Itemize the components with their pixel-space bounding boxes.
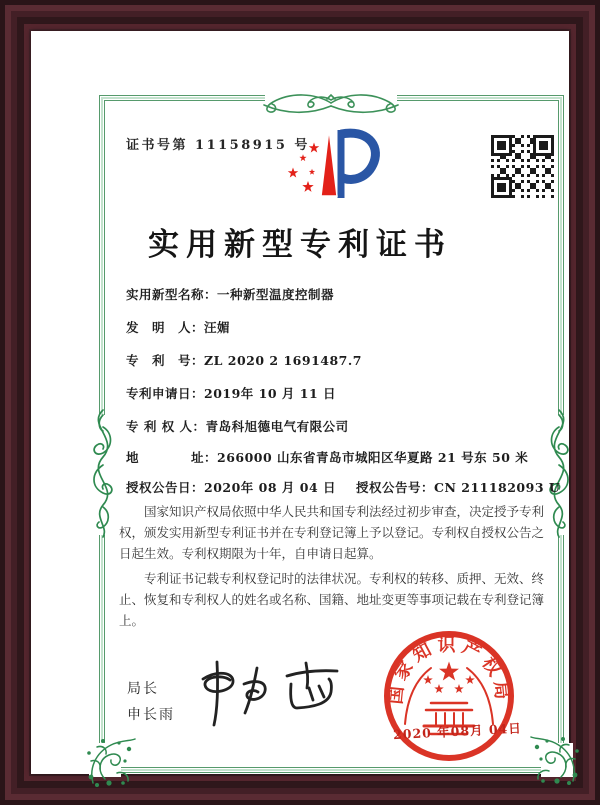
signer-title: 局长 — [127, 681, 159, 697]
field-value: 2019年 10 月 11 日 — [204, 386, 337, 401]
signer-name: 申长雨 — [127, 707, 175, 723]
field-value: 2020年 08 月 04 日 — [204, 480, 337, 495]
certificate-number: 证书号第 11158915 号 — [126, 138, 310, 153]
field-label: 授权公告日： — [126, 480, 205, 495]
field-value: 汪媚 — [204, 320, 231, 335]
field-label: 实用新型名称： — [126, 287, 218, 302]
field-inventor — [126, 318, 230, 336]
field-address — [126, 448, 528, 466]
field-grant-date — [126, 478, 336, 496]
field-value: 一种新型温度控制器 — [217, 287, 335, 302]
field-patentee — [126, 417, 349, 435]
field-label: 授权公告号： — [356, 480, 435, 495]
field-patent-number — [126, 351, 362, 369]
field-label: 发 明 人： — [126, 320, 205, 335]
top-flourish-icon — [261, 85, 401, 123]
national-ip-office-seal-icon — [381, 628, 523, 768]
page-title: 实用新型专利证书 — [148, 227, 452, 263]
legal-paragraph-1: 国家知识产权局依照中华人民共和国专利法经过初步审查，决定授予专利权，颁发实用新型专利证书并在专利登记簿上予以登记。专利权自授权公告之日起生效。专利权期限为十年，自申请日起算。 — [119, 504, 545, 561]
field-value: 青岛科旭德电气有限公司 — [205, 419, 349, 434]
field-label: 专 利 权 人： — [126, 419, 206, 434]
certificate-paper — [31, 31, 569, 774]
seal-text: 国家知识产权局 — [385, 634, 513, 706]
cnipa-patent-logo-icon — [283, 125, 383, 205]
handwritten-signature-icon — [189, 657, 357, 731]
field-label: 地 址： — [126, 450, 218, 465]
field-filing-date — [126, 384, 336, 402]
field-label: 专 利 号： — [126, 353, 205, 368]
legal-text — [119, 501, 545, 635]
signer-block — [127, 676, 175, 728]
seal-date: 2020 年08月 04日 — [392, 720, 523, 743]
field-value: 266000 山东省青岛市城阳区华夏路 21 号东 50 米 — [217, 450, 529, 465]
qr-code — [491, 135, 554, 198]
field-value: ZL 2020 2 1691487.7 — [204, 353, 362, 368]
field-label: 专利申请日： — [126, 386, 205, 401]
legal-paragraph-2: 专利证书记载专利权登记时的法律状况。专利权的转移、质押、无效、终止、恢复和专利权人的姓名或名称、国籍、地址变更等事项记载在专利登记簿上。 — [119, 571, 545, 628]
field-grant-number — [356, 478, 560, 496]
field-utility-model-name — [126, 285, 334, 303]
field-value: CN 211182093 U — [434, 480, 561, 495]
bottom-left-floral-icon — [83, 733, 139, 793]
bottom-right-floral-icon — [527, 731, 583, 791]
